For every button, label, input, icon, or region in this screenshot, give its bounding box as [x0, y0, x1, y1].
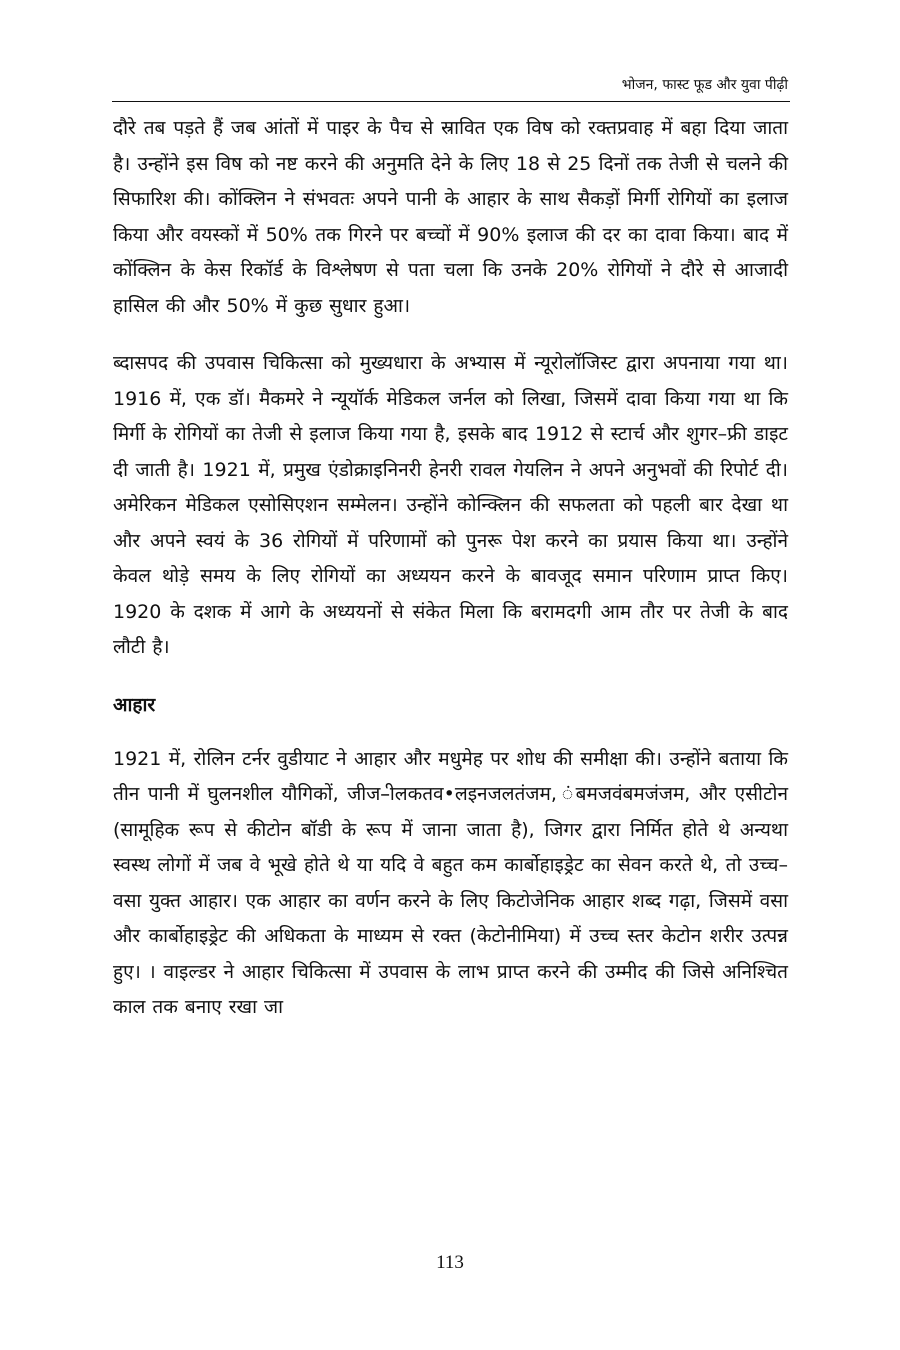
header-rule — [112, 101, 790, 102]
page-number: 113 — [436, 1252, 464, 1273]
paragraph-2: ब्दासपद की उपवास चिकित्सा को मुख्यधारा के अभ्यास में न्यूरोलॉजिस्ट द्वारा अपनाया गया था। 1916 में, एक डॉ। मैकमरे ने न्यूयॉर्क मेडिकल जर्नल को लिखा, जिसमें दावा किया गया था कि मिर्गी के रोगियों का तेजी से इलाज किया गया है, इसके बाद 1912 से स्टार्च और शुगर–फ्री डाइट दी जाती है। 1921 में, प्रमुख एंडोक्राइनिनरी हेनरी रावल गेयलिन ने अपने अनुभवों की रिपोर्ट दी। अमेरिकन मेडिकल एसोसिएशन सम्मेलन। उन्होंने कोन्क्लिन की सफलता को पहली बार देखा था और अपने स्वयं के 36 रोगियों में परिणामों को पुनरू पेश करने का प्रयास किया था। उन्होंने केवल थोड़े समय के लिए रोगियों का अध्ययन करने के बावजूद समान परिणाम प्राप्त किए। 1920 के दशक में आगे के अध्ययनों से संकेत मिला कि बरामदगी आम तौर पर तेजी के बाद लौटी है। — [113, 352, 788, 658]
running-header: भोजन, फास्ट फूड और युवा पीढ़ी — [621, 77, 788, 93]
paragraph-1: दौरे तब पड़ते हैं जब आंतों में पाइर के पैच से स्रावित एक विष को रक्तप्रवाह में बहा दिया जाता है। उन्होंने इस विष को नष्ट करने की अनुमति देने के लिए 18 से 25 दिनों तक तेजी से चलने की सिफारिश की। कोंक्लिन ने संभवतः अपने पानी के आहार के साथ सैकड़ों मिर्गी रोगियों का इलाज किया और वयस्कों में 50% तक गिरने पर बच्चों में 90% इलाज की दर का दावा किया। बाद में कोंक्लिन के केस रिकॉर्ड के विश्लेषण से पता चला कि उनके 20% रोगियों ने दौरे से आजादी हासिल की और 50% में कुछ सुधार हुआ। — [113, 117, 788, 317]
page-body — [113, 111, 788, 1048]
paragraph-3: 1921 में, रोलिन टर्नर वुडीयाट ने आहार और मधुमेह पर शोध की समीक्षा की। उन्होंने बताया कि तीन पानी में घुलनशील यौगिकों, जीज–ीलकतव•लइनजलतंजम, ंबमजवंबमजंजम, और एसीटोन (सामूहिक रूप से कीटोन बॉडी के रूप में जाना जाता है), जिगर द्वारा निर्मित होते थे अन्यथा स्वस्थ लोगों में जब वे भूखे होते थे या यदि वे बहुत कम कार्बोहाइड्रेट का सेवन करते थे, तो उच्च– वसा युक्त आहार। एक आहार का वर्णन करने के लिए किटोजेनिक आहार शब्द गढ़ा, जिसमें वसा और कार्बोहाइड्रेट की अधिकता के माध्यम से रक्त (केटोनीमिया) में उच्च स्तर केटोन शरीर उत्पन्न हुए। । वाइल्डर ने आहार चिकित्सा में उपवास के लाभ प्राप्त करने की उम्मीद की जिसे अनिश्चित काल तक बनाए रखा जा — [113, 747, 788, 1018]
section-heading: आहार — [113, 693, 156, 716]
